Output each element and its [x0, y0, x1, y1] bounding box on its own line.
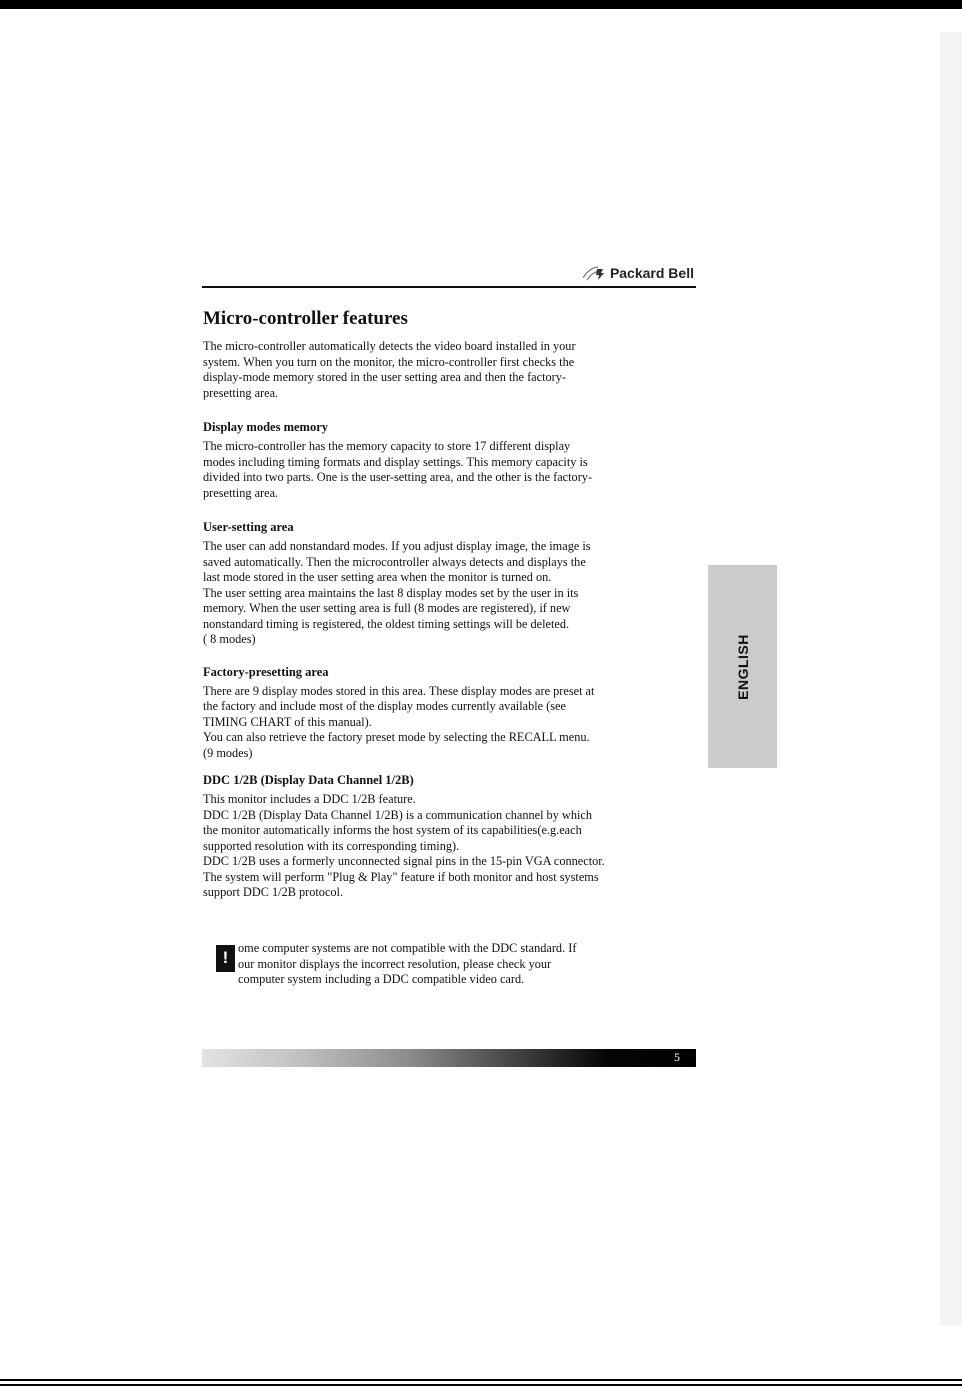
- language-tab: [708, 565, 777, 768]
- section-heading: Factory-presetting area: [203, 664, 329, 679]
- page-title: Micro-controller features: [203, 308, 408, 329]
- top-border: [0, 0, 962, 9]
- section-ddc: [203, 773, 695, 901]
- section-body: This monitor includes a DDC 1/2B feature. DDC 1/2B (Display Data Channel 1/2B) is a communication channel by which the monitor automatically informs the host system of its capabilities(e.g.each supported resolution with its corresponding timing). DDC 1/2B uses a formerly unconnected signal pins in the 15-pin VGA connector. The system will perform "Plug & Play" feature if both monitor and host systems support DDC 1/2B protocol.: [203, 792, 605, 899]
- language-tab-label: ENGLISH: [734, 633, 751, 700]
- scan-edge-shadow: [940, 32, 962, 1328]
- section-body: There are 9 display modes stored in this area. These display modes are preset at the factory and include most of the display modes currently available (see TIMING CHART of this manual). You can also retrieve the factory preset mode by selecting the RECALL menu. (9 modes): [203, 683, 595, 760]
- section-user-setting-area: [203, 520, 695, 648]
- section-display-modes-memory: [203, 420, 695, 501]
- section-heading: User-setting area: [203, 520, 294, 534]
- bottom-border-line-second: [0, 1384, 962, 1386]
- note-text: ome computer systems are not compatible with the DDC standard. If our monitor displays the incorrect resolution, please check your computer system including a DDC compatible video card.: [238, 941, 577, 986]
- section-body: The user can add nonstandard modes. If you adjust display image, the image is saved automatically. Then the microcontroller always detects and displays the last mode stored in the user setting area when the monitor is turned on. The user setting area maintains the last 8 display modes set by the user in its memory. When the user setting area is full (8 modes are registered), if new nonstandard timing is registered, the oldest timing settings will be deleted. ( 8 modes): [203, 539, 591, 646]
- scan-bottom-margin: [0, 1326, 962, 1376]
- section-heading: DDC 1/2B (Display Data Channel 1/2B): [203, 773, 414, 787]
- intro-paragraph: The micro-controller automatically detects the video board installed in your system. When you turn on the monitor, the micro-controller first checks the display-mode memory stored in the user setting area and then the factory- presetting area.: [203, 339, 576, 400]
- brand-header: [560, 262, 694, 284]
- header-rule: [202, 286, 696, 288]
- footer-bar: [202, 1049, 696, 1067]
- section-heading: Display modes memory: [203, 420, 328, 434]
- section-factory-presetting-area: [203, 665, 695, 762]
- packard-bell-logo-icon: [580, 264, 606, 282]
- ddc-note: [216, 941, 686, 988]
- brand-name: Packard Bell: [609, 265, 694, 281]
- bottom-border-line: [0, 1379, 962, 1381]
- section-body: The micro-controller has the memory capacity to store 17 different display modes including timing formats and display settings. This memory capacity is divided into two parts. One is the user-setting area, and the other is the factory- presetting area.: [203, 439, 593, 500]
- main-content: [203, 308, 695, 901]
- warning-icon: !: [216, 945, 235, 972]
- page-number: 5: [674, 1050, 680, 1064]
